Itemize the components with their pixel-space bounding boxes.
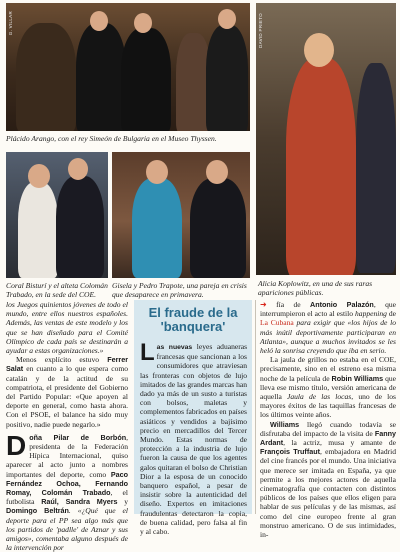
sidebar-text: Las nuevas leyes aduaneras francesas que sancionan a los consumidores que atraviesan las fronteras con objetos de lujo imitados de las grandes marcas han dado ya más de un susto a turistas con bolsos, maletas y complementos fabricados en países asiáticos y vendidos a bajísimo precio en mercadillos del Tercer Mundo. Estas normas de protección a la industria de lujo fueron la causa de que los agentes galos quitaran el bolso de Christian Dior a la esposa de un conocido banquero español, a pesar de insistir sobre la autenticidad del diseño. Expertos en imitaciones fraudulentas detectaron la copia, de buena calidad, pero falsa al fin y al cabo. — [140, 339, 248, 537]
photo-koplowitz — [256, 3, 396, 275]
arrow-icon: ➜ — [260, 300, 267, 309]
paragraph: Menos explícito estuvo Ferrer Salat en cuanto a lo que espera como catalán y de la actitud de su compatriota, el presidente del Gobierno del Partido Popular: «Que apoyen al deporte en general, como hasta ahora. Con el PSOE, el balance ha sido muy positivo, nadie puede negarlo.» — [6, 355, 128, 429]
photo-figure — [190, 178, 246, 278]
photo-figure — [286, 58, 356, 275]
photo-credit: DAVID PRIETO — [258, 13, 263, 48]
photo-arango-simeon — [6, 3, 250, 131]
photo-figure — [18, 182, 58, 278]
photo-credit: G. VILLAR — [8, 11, 13, 36]
caption-3: Gisela y Pedro Trapote, una pareja en crisis que desaparece en primavera. — [112, 281, 247, 299]
photo-figure — [132, 178, 182, 278]
photo-trapote — [112, 152, 250, 278]
photo-figure — [76, 23, 126, 131]
photo-figure — [356, 63, 396, 273]
photo-figure — [121, 28, 171, 131]
paragraph: La jaula de grillos no estaba en el COE, precisamente, sino en el estreno esa misma noche de la película de Robin Williams que lleva ese mismo título, versión americana de aquella Jaula de las locas, uno de los mayores éxitos de las taquillas francesas de los últimos veinte años. — [260, 355, 396, 420]
photo-bisturi-trabado — [6, 152, 108, 278]
article-column-3 — [260, 300, 396, 539]
photo-head — [206, 160, 228, 184]
photo-head — [134, 13, 152, 33]
column-divider — [255, 300, 256, 514]
paragraph: ➜ fía de Antonio Palazón, que interrumpieron el acto al estilo happening de La Cubana para exigir que «los hijos de lo más inútil deportivamente participaran en Atlanta», aunque a muchos invitados se les heló la sonrisa creyendo que iba en serio. — [260, 300, 396, 356]
photo-head — [304, 33, 334, 67]
photo-head — [28, 164, 50, 188]
photo-head — [218, 9, 236, 29]
drop-cap: D — [6, 429, 27, 461]
photo-head — [146, 160, 168, 184]
caption-1: Plácido Arango, con el rey Simeón de Bulgaria en el Museo Thyssen. — [6, 134, 217, 143]
sidebar-title: El fraude de la 'banquera' — [148, 305, 238, 334]
paragraph: los Juegos quinientos jóvenes de todo el mundo, entre ellos nuestros españoles. Además, las ventas de este modelo y los que se han diseñado para el Comité Olímpico de cada país se destinarán a ayudar a estas organizaciones.» — [6, 300, 128, 356]
sidebar-box — [134, 300, 252, 537]
article-column-1 — [6, 300, 128, 552]
paragraph: Williams llegó cuando todavía se disfrutaba del impacto de la visita de Fanny Ardant, la actriz, musa y amante de François Truffaut, embajadora en Madrid del cine francés por el mundo. Una iniciativa que merece ser imitada en España, ya que permite a los mejores actores de aquella cinematografía que contacten con distintos públicos de los países que ellos eligen para hablar de sus películas y de las mismas, así como del cine europeo frente al gran monstruo americano. O de sus intimidades, in- — [260, 419, 397, 540]
photo-figure — [16, 23, 76, 131]
photo-head — [68, 158, 88, 180]
photo-figure — [56, 176, 104, 278]
caption-4: Alicia Koplowitz, en una de sus raras apariciones públicas. — [258, 279, 373, 297]
photo-head — [90, 11, 108, 31]
drop-cap: L — [140, 339, 155, 366]
caption-2: Coral Bisturí y el alteta Colomán Trabado, en la sede del COE. — [6, 281, 108, 299]
photo-figure — [206, 25, 248, 131]
paragraph: Doña Pilar de Borbón, presidenta de la Federación Hípica Internacional, quiso aparecer al acto junto a nombres importantes del deporte, como Paco Fernández Ochoa, Fernando Romay, Colomán Trabado, el futbolista Raúl, Sandra Myers y Domingo Beltrán. «¿Qué que el deporte para el PP sea algo más que los partidos de 'padlle' de Aznar y sus amigos», comentaba alguno después de la intervención por — [6, 429, 128, 552]
